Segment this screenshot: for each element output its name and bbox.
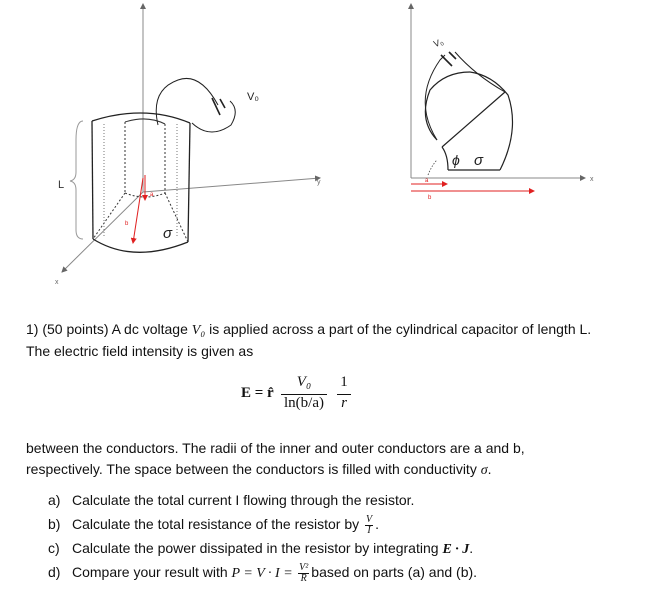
part-b-end: . [375,516,380,532]
intro-text-3: The electric field intensity is given as [26,343,254,359]
equation-fraction [281,374,327,415]
equation-fraction-2 [337,374,351,415]
outer-radius-line [133,178,143,243]
part-b-label: b) [48,516,61,532]
part-c-math: E · J [442,542,470,557]
part-d-frac-bottom: R [300,572,307,584]
wedge-edge [442,92,505,147]
part-d-frac-top: V² [299,561,309,573]
problem-figures [0,0,649,300]
right-conductivity-label: σ [474,152,484,169]
intro-voltage: V₀ [191,323,206,338]
part-a-text: Calculate the total current I flowing through the resistor. [72,492,415,508]
battery-plate-short [220,99,225,108]
part-b-fraction [365,515,373,536]
after-end: . [487,461,492,477]
wedge-left-base [93,193,125,239]
outer-conductor-top [92,113,190,123]
intro-text-1: 1) (50 points) A dc voltage [26,321,192,337]
part-b-text: Calculate the total resistance of the resistor by [72,516,364,532]
right-voltage-label: V₀ [432,36,445,50]
part-d-label: d) [48,564,61,580]
part-a [48,489,477,513]
right-outer-radius-label: b [428,195,432,201]
outer-conductor-right [188,123,190,242]
part-c [48,537,477,561]
equation-frac2-numerator: 1 [340,374,348,390]
after-text-2: respectively. The space between the conductors is filled with conductivity [26,461,481,477]
outer-radius-label: b [125,221,129,227]
outer-conductor-left [92,121,93,239]
part-d-text: Compare your result with [72,564,232,580]
voltage-label: V₀ [247,91,259,103]
intro-text-2: is applied across a part of the cylindrical capacitor of length L. [205,321,592,337]
y-axis [143,178,320,192]
angle-arc [428,160,437,175]
part-d-fraction [298,563,309,584]
part-d-end: based on parts (a) and (b). [311,564,478,580]
part-b-frac-top: V [366,513,373,525]
part-d [48,561,477,585]
after-text-1: between the conductors. The radii of the inner and outer conductors are a and b, [26,440,525,456]
length-bracket [70,121,83,239]
right-battery-plate-long [441,55,452,66]
part-c-text: Calculate the power dissipated in the resistor by integrating [72,540,443,556]
inner-radius-label: a [150,192,154,198]
outer-conductor-bottom [93,239,188,252]
right-axis-x-label: x [590,176,594,183]
equation-denominator: ln(b/a) [284,395,324,411]
outer-shell [425,72,470,140]
equation-numerator: V₀ [296,374,312,390]
length-label: L [58,179,65,191]
equation-frac2-denominator: r [341,395,347,411]
problem-continuation [26,438,636,481]
part-c-end: . [469,540,474,556]
x-axis [62,192,143,272]
part-d-math: P = V · I = [231,566,297,581]
cylindrical-capacitor-figure [55,4,321,286]
part-a-label: a) [48,492,61,508]
conductivity-label: σ [163,225,173,242]
axis-y-label: y [317,179,321,186]
inner-conductor-top [125,119,165,124]
inner-arc [442,147,448,170]
part-b [48,513,477,537]
wedge-cross-section-figure [411,4,594,201]
equation-lhs: E = r̂ [241,385,274,401]
right-battery-plate-short [449,52,456,59]
after-sigma: σ [480,463,488,478]
axis-x-label: x [55,279,59,286]
angle-label: ϕ [452,152,460,168]
part-b-frac-bottom: I [367,524,371,536]
right-inner-radius-label: a [425,178,429,184]
problem-intro [26,319,636,362]
part-c-label: c) [48,540,60,556]
problem-parts [48,489,477,585]
